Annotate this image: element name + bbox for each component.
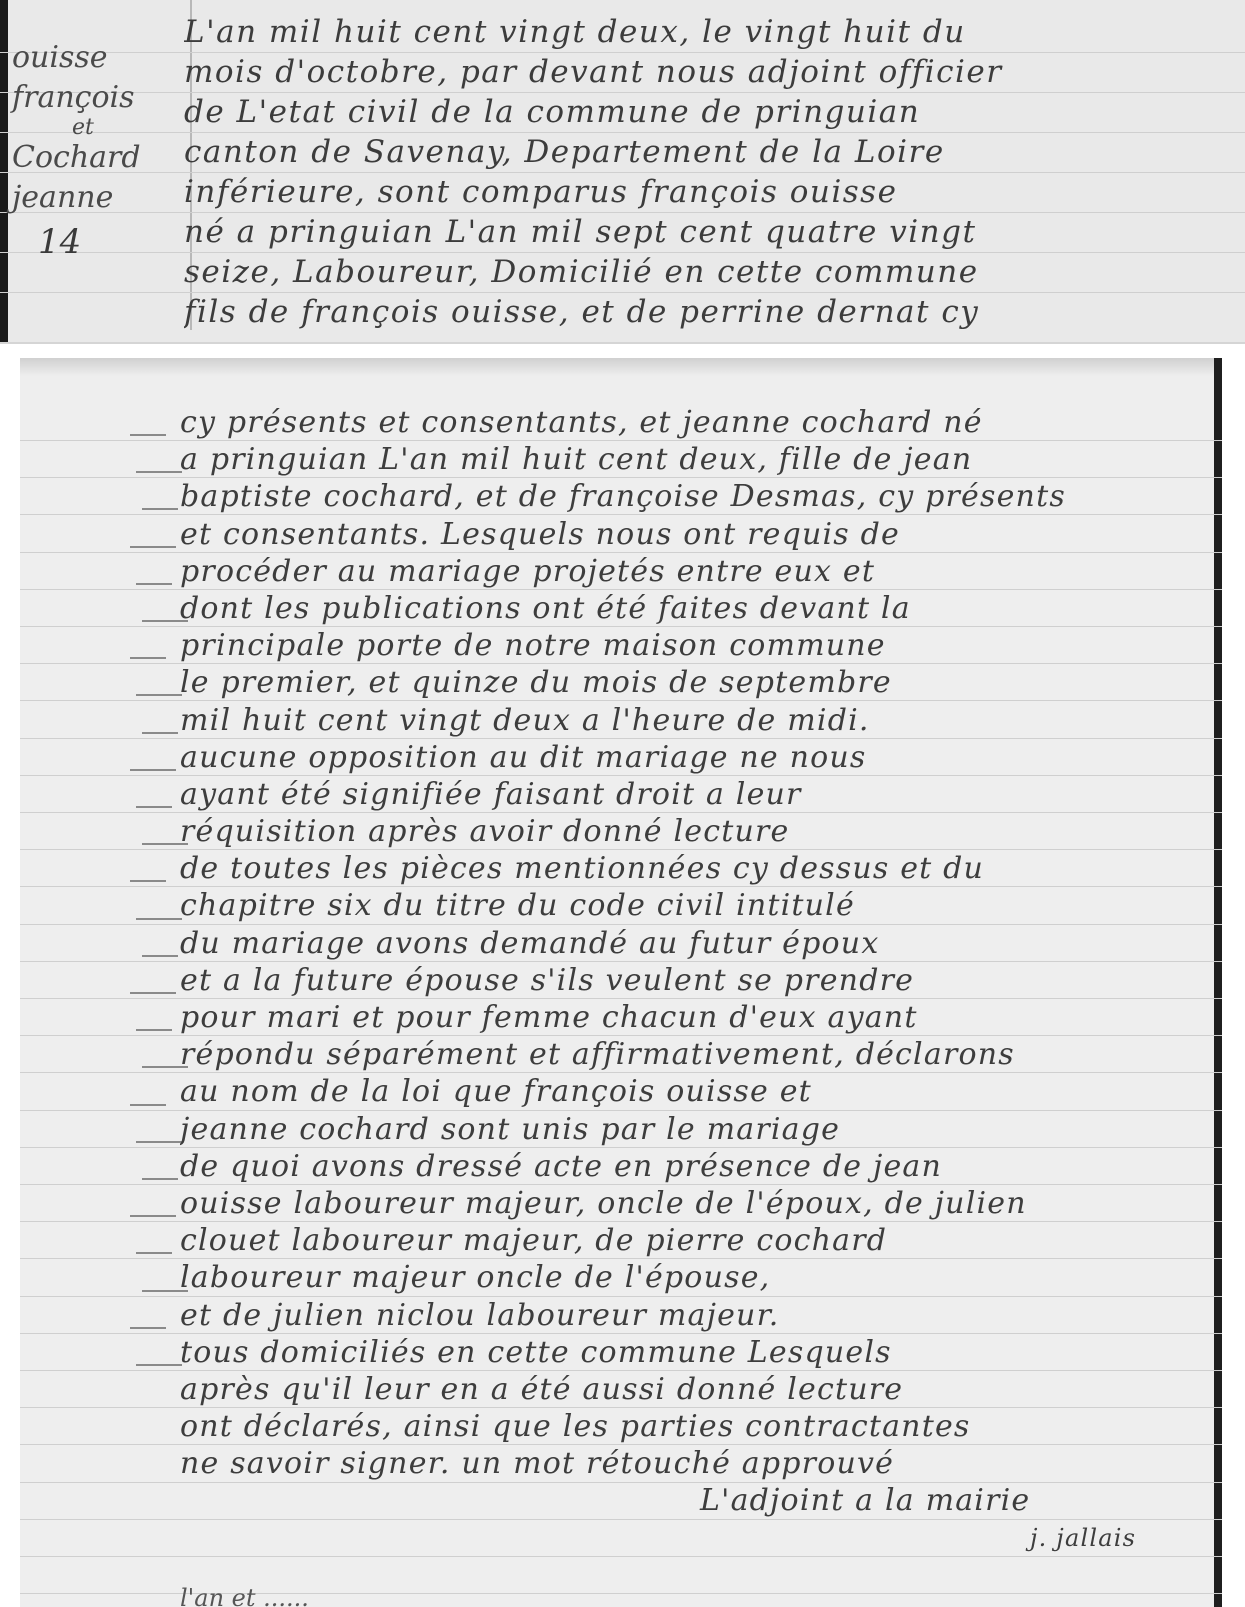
text-line: ouisse laboureur majeur, oncle de l'époux, de julien (180, 1185, 1027, 1221)
text-line: ayant été signifiée faisant droit a leur (180, 776, 802, 812)
text-line: principale porte de notre maison commune (180, 628, 886, 664)
margin-dash (136, 471, 182, 473)
text-line: fils de françois ouisse, et de perrine dernat cy (184, 294, 980, 330)
text-line: mil huit cent vingt deux a l'heure de midi. (180, 702, 870, 738)
margin-dash (136, 1141, 182, 1143)
text-line: jeanne cochard sont unis par le mariage (180, 1111, 841, 1147)
margin-dash (130, 657, 166, 659)
text-line: baptiste cochard, et de françoise Desmas, cy présents (180, 479, 1066, 515)
entry-number: 14 (38, 222, 82, 262)
margin-dash (136, 1252, 172, 1254)
margin-dash (130, 1327, 166, 1329)
margin-dash (142, 955, 178, 957)
text-line: seize, Laboureur, Domicilié en cette commune (184, 254, 979, 290)
text-line: cy présents et consentants, et jeanne cochard né (180, 405, 983, 440)
text-line: pour mari et pour femme chacun d'eux ayant (180, 1000, 918, 1035)
margin-dash (136, 1029, 172, 1031)
text-line: aucune opposition au dit mariage ne nous (180, 739, 867, 775)
record-text-bottom (180, 404, 1210, 1557)
text-line: le premier, et quinze du mois de septembre (180, 665, 892, 701)
text-line: après qu'il leur en a été aussi donné lecture (180, 1371, 904, 1407)
text-line: chapitre six du titre du code civil intitulé (180, 888, 855, 924)
bottom-record-page (20, 358, 1222, 1607)
margin-given-name-bride: jeanne (12, 180, 114, 215)
margin-dash (142, 732, 178, 734)
margin-conjunction: et (72, 115, 94, 140)
text-line: répondu séparément et affirmativement, déclarons (180, 1037, 1015, 1073)
binding-edge (1214, 358, 1222, 1607)
text-line: ne savoir signer. un mot rétouché approuvé (180, 1446, 895, 1482)
margin-dash (130, 1215, 176, 1217)
page-shadow (20, 358, 1222, 376)
margin-dash (136, 918, 182, 920)
officer-title: L'adjoint a la mairie (700, 1483, 1031, 1519)
margin-dash (130, 434, 166, 436)
margin-dash (142, 1178, 178, 1180)
margin-dash (136, 583, 172, 585)
text-line: tous domiciliés en cette commune Lesquels (180, 1334, 892, 1370)
margin-dash (136, 694, 182, 696)
margin-dash (130, 546, 176, 548)
text-line: ont déclarés, ainsi que les parties contractantes (180, 1409, 971, 1445)
text-line: L'an mil huit cent vingt deux, le vingt huit du (184, 14, 966, 50)
text-line: mois d'octobre, par devant nous adjoint officier (184, 54, 1003, 90)
margin-dash (130, 992, 176, 994)
record-text-top (184, 12, 1234, 332)
text-line: laboureur majeur oncle de l'épouse, (180, 1260, 771, 1296)
text-line: au nom de la loi que françois ouisse et (180, 1074, 812, 1110)
margin-dash (136, 1364, 182, 1366)
officer-signature: j. jallais (1030, 1523, 1137, 1552)
text-line: et a la future épouse s'ils veulent se prendre (180, 962, 915, 998)
margin-dash (142, 508, 178, 510)
next-record-partial: l'an et ...... (180, 1584, 309, 1607)
text-line: réquisition après avoir donné lecture (180, 814, 790, 850)
text-line: a pringuian L'an mil huit cent deux, fille de jean (180, 442, 973, 478)
text-line: de L'etat civil de la commune de pringuian (184, 94, 921, 130)
text-line: canton de Savenay, Departement de la Loire (184, 134, 945, 170)
text-line: de toutes les pièces mentionnées cy dessus et du (180, 851, 985, 887)
text-line: dont les publications ont été faites devant la (180, 590, 911, 626)
margin-dash (130, 769, 176, 771)
margin-annotation (12, 38, 182, 218)
text-line: du mariage avons demandé au futur époux (180, 925, 880, 961)
margin-surname: ouisse (12, 40, 108, 75)
margin-dash (130, 1104, 166, 1106)
text-line: et de julien niclou laboureur majeur. (180, 1297, 780, 1333)
text-line: procéder au mariage projetés entre eux et (180, 553, 876, 589)
text-line: inférieure, sont comparus françois ouisse (184, 174, 898, 210)
text-line: et consentants. Lesquels nous ont requis de (180, 516, 900, 552)
margin-dash (130, 880, 166, 882)
text-line: de quoi avons dressé acte en présence de jean (180, 1148, 943, 1184)
margin-dash (136, 806, 172, 808)
text-line: né a pringuian L'an mil sept cent quatre vingt (184, 214, 977, 250)
margin-given-name: françois (12, 80, 135, 115)
text-line: clouet laboureur majeur, de pierre cochard (180, 1223, 888, 1259)
margin-surname-bride: Cochard (12, 140, 141, 175)
top-record-page (0, 0, 1245, 344)
